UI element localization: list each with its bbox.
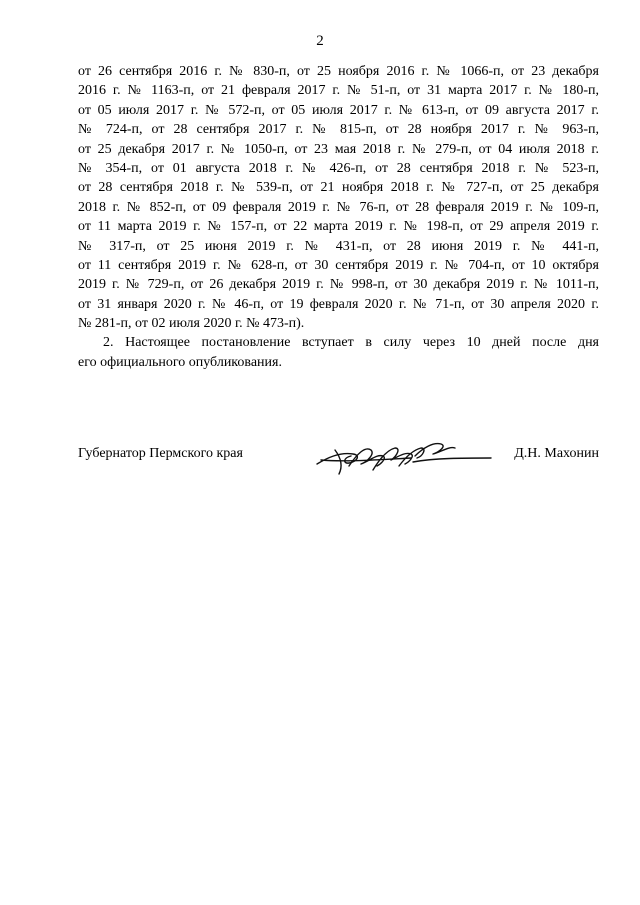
paragraph-2-line: 2. Настоящее постановление вступает в силу через 10 дней после дня: [103, 335, 599, 351]
paragraph-2-line: его официального опубликования.: [78, 354, 282, 370]
body-line: № 281-п, от 02 июля 2020 г. № 473-п).: [78, 316, 305, 332]
body-line: от 26 сентября 2016 г. № 830-п, от 25 ноября 2016 г. № 1066-п, от 23 декабря: [78, 64, 599, 79]
body-line: от 05 июля 2017 г. № 572-п, от 05 июля 2017 г. № 613-п, от 09 августа 2017 г.: [78, 102, 599, 118]
position-title: Губернатор Пермского края: [78, 446, 243, 461]
body-line: от 28 сентября 2018 г. № 539-п, от 21 ноября 2018 г. № 727-п, от 25 декабря: [78, 180, 599, 196]
body-line: 2018 г. № 852-п, от 09 февраля 2019 г. № 76-п, от 28 февраля 2019 г. № 109-п,: [78, 199, 599, 215]
body-line: 2019 г. № 729-п, от 26 декабря 2019 г. № 998-п, от 30 декабря 2019 г. № 1011-п,: [78, 277, 599, 293]
body-line: от 11 марта 2019 г. № 157-п, от 22 марта 2019 г. № 198-п, от 29 апреля 2019 г.: [78, 219, 599, 235]
document-body: [78, 62, 599, 372]
signature-block: [78, 436, 599, 476]
handwritten-signature: [313, 436, 493, 476]
signer-name: Д.Н. Махонин: [514, 446, 599, 461]
body-line: № 317-п, от 25 июня 2019 г. № 431-п, от 28 июня 2019 г. № 441-п,: [78, 238, 599, 254]
body-line: 2016 г. № 1163-п, от 21 февраля 2017 г. № 51-п, от 31 марта 2017 г. № 180-п,: [78, 83, 599, 99]
body-line: № 354-п, от 01 августа 2018 г. № 426-п, от 28 сентября 2018 г. № 523-п,: [78, 160, 599, 176]
body-line: № 724-п, от 28 сентября 2017 г. № 815-п, от 28 ноября 2017 г. № 963-п,: [78, 122, 599, 138]
page-number: 2: [316, 33, 324, 49]
body-line: от 11 сентября 2019 г. № 628-п, от 30 сентября 2019 г. № 704-п, от 10 октября: [78, 257, 599, 273]
body-line: от 25 декабря 2017 г. № 1050-п, от 23 мая 2018 г. № 279-п, от 04 июля 2018 г.: [78, 141, 599, 157]
body-line: от 31 января 2020 г. № 46-п, от 19 февраля 2020 г. № 71-п, от 30 апреля 2020 г.: [78, 296, 599, 312]
